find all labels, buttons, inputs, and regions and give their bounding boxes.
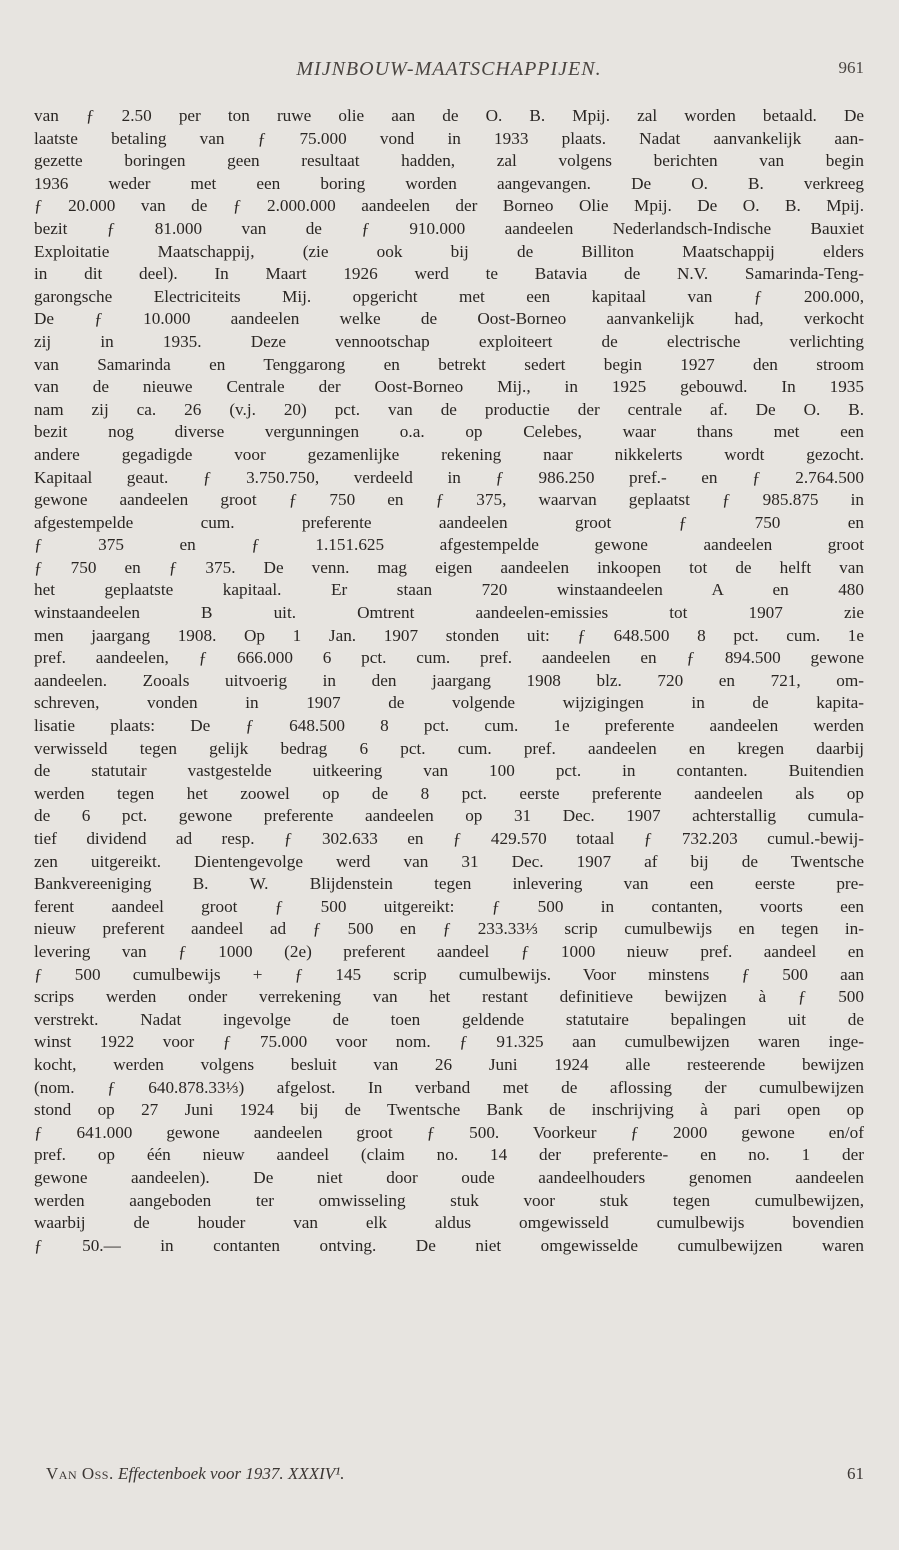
text-line: de 6 pct. gewone preferente aandeelen op 31 Dec. 1907 achterstallig cumula- (34, 806, 864, 826)
text-line: Exploitatie Maatschappij, (zie ook bij de Billiton Maatschappij elders (34, 241, 864, 261)
text-line: bezit nog diverse vergunningen o.a. op Celebes, waar thans met een (34, 422, 864, 442)
text-line: werden aangeboden ter omwisseling stuk voor stuk tegen cumulbewijzen, (34, 1190, 864, 1210)
text-line: afgestempelde cum. preferente aandeelen groot ƒ 750 en (34, 512, 864, 532)
text-line: ƒ 375 en ƒ 1.151.625 afgestempelde gewone aandeelen groot (34, 535, 864, 555)
text-line: nam zij ca. 26 (v.j. 20) pct. van de productie der centrale af. De O. B. (34, 399, 864, 419)
text-line: Bankvereeniging B. W. Blijdenstein tegen inlevering van een eerste pre- (34, 874, 864, 894)
text-line: laatste betaling van ƒ 75.000 vond in 1933 plaats. Nadat aanvankelijk aan- (34, 128, 864, 148)
text-line: Kapitaal geaut. ƒ 3.750.750, verdeeld in ƒ 986.250 pref.- en ƒ 2.764.500 (34, 467, 864, 487)
footer-imprint (46, 1464, 344, 1484)
body-text (34, 105, 864, 1257)
page-footer (46, 1464, 864, 1490)
text-line: in dit deel). In Maart 1926 werd te Batavia de N.V. Samarinda-Teng- (34, 264, 864, 284)
text-line: waarbij de houder van elk aldus omgewisseld cumulbewijs bovendien (34, 1213, 864, 1233)
text-line: tief dividend ad resp. ƒ 302.633 en ƒ 429.570 totaal ƒ 732.203 cumul.-bewij- (34, 829, 864, 848)
text-line: verstrekt. Nadat ingevolge de toen geldende statutaire bepalingen uit de (34, 1009, 864, 1029)
footer-author: Van Oss. (46, 1464, 114, 1483)
text-line: winst 1922 voor ƒ 75.000 voor nom. ƒ 91.325 aan cumulbewijzen waren inge- (34, 1032, 864, 1052)
text-line: ferent aandeel groot ƒ 500 uitgereikt: ƒ 500 in contanten, voorts een (34, 896, 864, 916)
footer-volume: XXXIV¹. (287, 1464, 345, 1483)
text-line: pref. aandeelen, ƒ 666.000 6 pct. cum. pref. aandeelen en ƒ 894.500 gewone (34, 648, 864, 668)
text-line: De ƒ 10.000 aandeelen welke de Oost-Borneo aanvankelijk had, verkocht (34, 309, 864, 329)
text-line: het geplaatste kapitaal. Er staan 720 winstaandeelen A en 480 (34, 580, 864, 600)
text-line: gezette boringen geen resultaat hadden, zal volgens berichten van begin (34, 151, 864, 171)
text-line: pref. op één nieuw aandeel (claim no. 14 der preferente- en no. 1 der (34, 1145, 864, 1165)
running-head (34, 58, 864, 86)
text-line: gewone aandeelen groot ƒ 750 en ƒ 375, waarvan geplaatst ƒ 985.875 in (34, 490, 864, 510)
page-number: 961 (838, 58, 864, 77)
text-line: ƒ 50.— in contanten ontving. De niet omgewisselde cumulbewijzen waren (34, 1235, 864, 1255)
text-line: schreven, vonden in 1907 de volgende wijzigingen in de kapita- (34, 693, 864, 713)
text-line: verwisseld tegen gelijk bedrag 6 pct. cum. pref. aandeelen en kregen daarbij (34, 738, 864, 758)
text-line: gewone aandeelen). De niet door oude aandeelhouders genomen aandeelen (34, 1167, 864, 1187)
text-line: kocht, werden volgens besluit van 26 Juni 1924 alle resteerende bewijzen (34, 1054, 864, 1074)
text-line: winstaandeelen B uit. Omtrent aandeelen-emissies tot 1907 zie (34, 603, 864, 623)
text-line: 1936 weder met een boring worden aangevangen. De O. B. verkreeg (34, 173, 864, 193)
text-line: stond op 27 Juni 1924 bij de Twentsche Bank de inschrijving à pari open op (34, 1100, 864, 1120)
text-line: scrips werden onder verrekening van het restant definitieve bewijzen à ƒ 500 (34, 987, 864, 1007)
text-line: aandeelen. Zooals uitvoerig in den jaargang 1908 blz. 720 en 721, om- (34, 670, 864, 690)
text-line: ƒ 750 en ƒ 375. De venn. mag eigen aandeelen inkoopen tot de helft van (34, 557, 864, 577)
footer-book-title: Effectenboek voor 1937. (117, 1464, 284, 1483)
text-line: de statutair vastgestelde uitkeering van 100 pct. in contanten. Buitendien (34, 761, 864, 781)
text-line: men jaargang 1908. Op 1 Jan. 1907 stonden uit: ƒ 648.500 8 pct. cum. 1e (34, 625, 864, 645)
text-line: ƒ 641.000 gewone aandeelen groot ƒ 500. Voorkeur ƒ 2000 gewone en/of (34, 1122, 864, 1142)
text-line: bezit ƒ 81.000 van de ƒ 910.000 aandeelen Nederlandsch-Indische Bauxiet (34, 218, 864, 238)
footer-signature: 61 (847, 1464, 864, 1483)
text-line: ƒ 20.000 van de ƒ 2.000.000 aandeelen der Borneo Olie Mpij. De O. B. Mpij. (34, 196, 864, 216)
text-line: levering van ƒ 1000 (2e) preferent aandeel ƒ 1000 nieuw pref. aandeel en (34, 941, 864, 961)
text-line: garongsche Electriciteits Mij. opgericht met een kapitaal van ƒ 200.000, (34, 286, 864, 306)
running-title: MIJNBOUW-MAATSCHAPPIJEN. (296, 58, 602, 80)
text-line: van de nieuwe Centrale der Oost-Borneo Mij., in 1925 gebouwd. In 1935 (34, 377, 864, 397)
text-line: van ƒ 2.50 per ton ruwe olie aan de O. B. Mpij. zal worden betaald. De (34, 106, 864, 125)
text-line: zen uitgereikt. Dientengevolge werd van 31 Dec. 1907 af bij de Twentsche (34, 851, 864, 871)
text-line: (nom. ƒ 640.878.33⅓) afgelost. In verband met de aflossing der cumulbewijzen (34, 1077, 864, 1097)
text-line: andere gegadigde voor gezamenlijke rekening naar nikkelerts wordt gezocht. (34, 444, 864, 464)
text-line: van Samarinda en Tenggarong en betrekt sedert begin 1927 den stroom (34, 354, 864, 374)
text-line: werden tegen het zoowel op de 8 pct. eerste preferente aandeelen als op (34, 783, 864, 803)
text-line: ƒ 500 cumulbewijs + ƒ 145 scrip cumulbewijs. Voor minstens ƒ 500 aan (34, 964, 864, 984)
text-line: nieuw preferent aandeel ad ƒ 500 en ƒ 233.33⅓ scrip cumulbewijs en tegen in- (34, 919, 864, 939)
text-line: lisatie plaats: De ƒ 648.500 8 pct. cum. 1e preferente aandeelen werden (34, 716, 864, 736)
text-line: zij in 1935. Deze vennootschap exploiteert de electrische verlichting (34, 331, 864, 351)
